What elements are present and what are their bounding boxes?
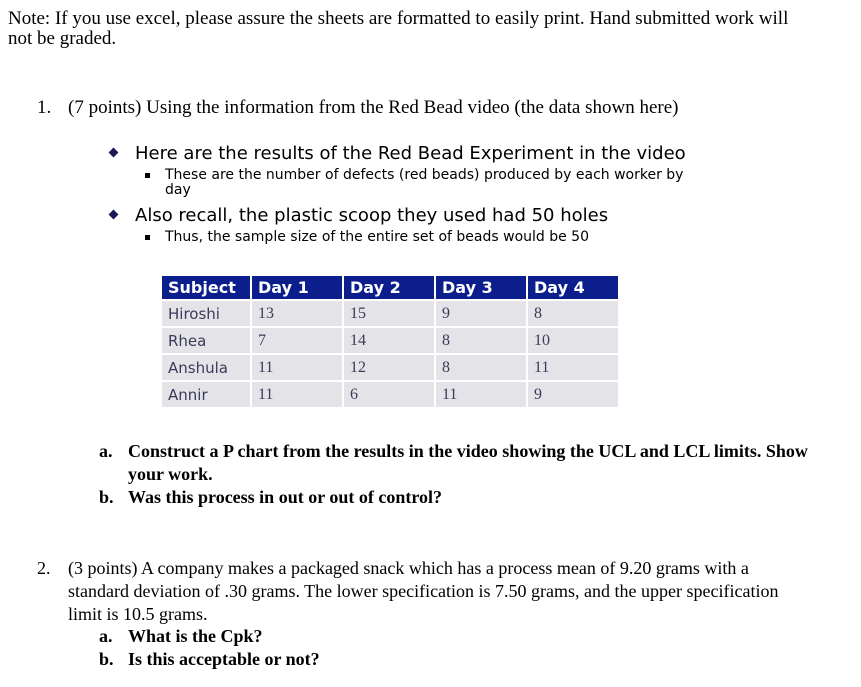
table-cell: Annir: [162, 382, 250, 407]
bullet-results-text: Here are the results of the Red Bead Experiment in the video: [135, 143, 686, 164]
diamond-bullet-icon: [109, 148, 119, 158]
table-cell: 11: [528, 355, 618, 380]
table-row: [162, 328, 618, 353]
table-cell: 6: [344, 382, 434, 407]
part-text: Construct a P chart from the results in the video showing the UCL and LCL limits. Show your work.: [128, 441, 808, 484]
table-cell: 11: [252, 382, 342, 407]
table-cell: 10: [528, 328, 618, 353]
header-day-3: Day 3: [436, 276, 526, 299]
question-2-number: 2.: [37, 558, 51, 578]
table-cell: 9: [528, 382, 618, 407]
part-text: Was this process in out or out of control?: [128, 487, 443, 507]
table-cell: 15: [344, 301, 434, 326]
diamond-bullet-icon: [109, 210, 119, 220]
square-bullet-icon: [145, 173, 150, 178]
part-label: a.: [99, 626, 113, 646]
part-label: a.: [99, 441, 113, 461]
table-cell: 11: [436, 382, 526, 407]
question-2-text: (3 points) A company makes a packaged snack which has a process mean of 9.20 grams with a standard deviation of .30 grams. The lower specification is 7.50 grams, and the upper specification limit is 10.5 grams.: [68, 558, 779, 624]
part-text: Is this acceptable or not?: [128, 649, 320, 669]
header-day-1: Day 1: [252, 276, 342, 299]
table-cell: 8: [436, 328, 526, 353]
table-cell: Hiroshi: [162, 301, 250, 326]
table-row: [162, 355, 618, 380]
sub-bullet-defects-text: These are the number of defects (red beads) produced by each worker by day: [165, 167, 684, 198]
table-cell: 7: [252, 328, 342, 353]
table-cell: 8: [528, 301, 618, 326]
table-cell: 13: [252, 301, 342, 326]
part-label: b.: [99, 487, 114, 507]
sub-bullet-sample-size-text: Thus, the sample size of the entire set of beads would be 50: [165, 229, 589, 245]
question-1-text: (7 points) Using the information from the Red Bead video (the data shown here): [68, 97, 679, 118]
header-subject: Subject: [162, 276, 250, 299]
question-1-number: 1.: [37, 97, 52, 118]
table-cell: 11: [252, 355, 342, 380]
table-header-row: [162, 276, 618, 299]
header-day-4: Day 4: [528, 276, 618, 299]
table-row: [162, 382, 618, 407]
sub-bullet-defects: [165, 168, 685, 198]
table-cell: 9: [436, 301, 526, 326]
part-text: What is the Cpk?: [128, 626, 263, 646]
bullet-scoop-text: Also recall, the plastic scoop they used had 50 holes: [135, 205, 609, 226]
bullet-results: [135, 143, 686, 164]
part-label: b.: [99, 649, 114, 669]
table-cell: 8: [436, 355, 526, 380]
header-day-2: Day 2: [344, 276, 434, 299]
bullet-scoop: [135, 205, 608, 226]
table-cell: Anshula: [162, 355, 250, 380]
table-cell: 12: [344, 355, 434, 380]
square-bullet-icon: [145, 235, 150, 240]
table-cell: 14: [344, 328, 434, 353]
sub-bullet-sample-size: [165, 230, 685, 245]
red-bead-table: [160, 274, 620, 409]
table-row: [162, 301, 618, 326]
instruction-note: Note: If you use excel, please assure the sheets are formatted to easily print. Hand submitted work will not be graded.: [8, 8, 789, 49]
table-cell: Rhea: [162, 328, 250, 353]
